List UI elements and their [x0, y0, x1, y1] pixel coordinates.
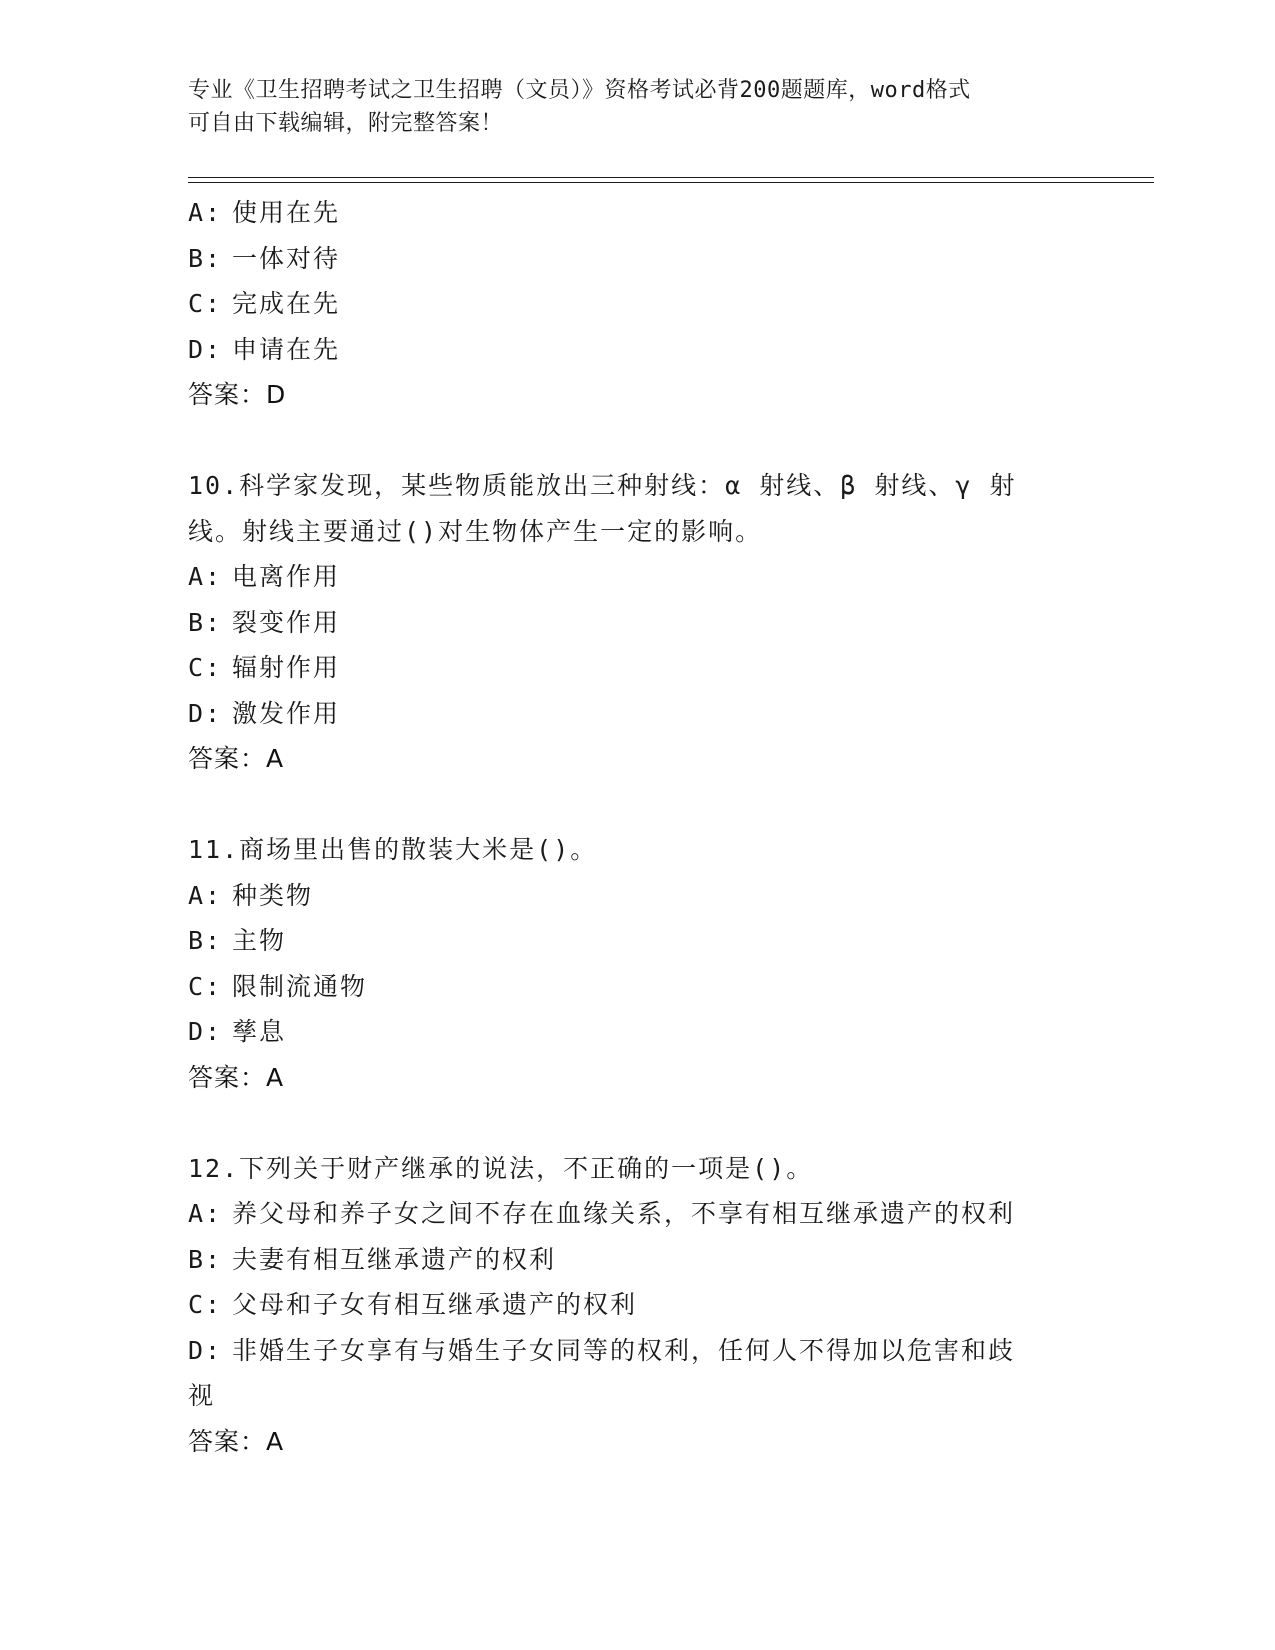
option-text: 养父母和养子女之间不存在血缘关系，不享有相互继承遗产的权利: [232, 1199, 1016, 1228]
header-divider-bottom: [188, 182, 1154, 183]
option-text: 使用在先: [232, 198, 341, 227]
option-letter: C:: [188, 1290, 223, 1319]
option-b: [188, 918, 1088, 964]
option-letter: B:: [188, 607, 223, 637]
option-letter: C:: [188, 971, 223, 1001]
option-a: [188, 1191, 1088, 1237]
answer-label: 答案：A: [188, 1062, 285, 1092]
option-letter: B:: [188, 926, 223, 955]
option-letter: A:: [188, 562, 223, 591]
option-d: [188, 691, 1088, 737]
header-title-line1: 专业《卫生招聘考试之卫生招聘（文员）》资格考试必背200题题库，word格式: [188, 78, 971, 103]
option-text: 孳息: [232, 1017, 287, 1046]
answer-label: 答案：A: [188, 1426, 285, 1456]
option-c: [188, 645, 1088, 691]
option-text: 主物: [232, 926, 287, 955]
option-text: 父母和子女有相互继承遗产的权利: [232, 1290, 638, 1319]
option-b: [188, 1237, 1088, 1283]
option-letter: B:: [188, 243, 223, 273]
option-a: [188, 554, 1088, 600]
option-d: [188, 327, 1088, 373]
header-title-line2: 可自由下载编辑，附完整答案！: [188, 111, 504, 136]
option-text: 非婚生子女享有与婚生子女同等的权利，任何人不得加以危害和歧: [232, 1335, 1016, 1365]
option-text: 电离作用: [232, 562, 341, 591]
option-c: [188, 964, 1088, 1010]
option-b: [188, 600, 1088, 646]
question-10: [188, 463, 1088, 782]
question-stem: 12.下列关于财产继承的说法，不正确的一项是()。: [188, 1153, 814, 1183]
option-d: [188, 1328, 1088, 1374]
answer-label: 答案：A: [188, 744, 285, 773]
option-b: [188, 236, 1088, 282]
spacer: [188, 418, 1088, 464]
option-letter: B:: [188, 1244, 223, 1274]
option-text: 限制流通物: [232, 971, 368, 1001]
option-letter: D:: [188, 1335, 223, 1365]
question-list: [188, 190, 1088, 1464]
option-text: 夫妻有相互继承遗产的权利: [232, 1244, 557, 1274]
question-9: [188, 190, 1088, 418]
option-letter: D:: [188, 698, 223, 728]
option-a: [188, 190, 1088, 236]
spacer: [188, 1100, 1088, 1146]
question-stem-line2: 线。射线主要通过()对生物体产生一定的影响。: [188, 516, 763, 546]
option-letter: A:: [188, 880, 223, 910]
option-text: 申请在先: [232, 334, 341, 364]
header-divider-top: [188, 177, 1154, 178]
spacer: [188, 782, 1088, 828]
option-c: [188, 281, 1088, 327]
option-letter: A:: [188, 1199, 223, 1228]
option-text: 完成在先: [232, 289, 341, 318]
option-text: 一体对待: [232, 243, 341, 273]
question-11: [188, 827, 1088, 1100]
option-text-continuation: 视: [188, 1381, 216, 1410]
answer-label: 答案：D: [188, 380, 287, 409]
option-text: 辐射作用: [232, 653, 341, 682]
question-stem-line1: 10.科学家发现，某些物质能放出三种射线：α 射线、β 射线、γ 射: [188, 471, 1017, 500]
question-stem: 11.商场里出售的散装大米是()。: [188, 835, 598, 864]
option-letter: C:: [188, 289, 223, 318]
option-c: [188, 1282, 1088, 1328]
option-text: 种类物: [232, 880, 314, 910]
document-header: [188, 74, 1088, 140]
option-letter: D:: [188, 1017, 223, 1046]
option-letter: A:: [188, 198, 223, 227]
option-d: [188, 1009, 1088, 1055]
question-12: [188, 1146, 1088, 1465]
option-letter: D:: [188, 334, 223, 364]
option-text: 裂变作用: [232, 607, 341, 637]
option-letter: C:: [188, 653, 223, 682]
option-text: 激发作用: [232, 698, 341, 728]
option-a: [188, 873, 1088, 919]
